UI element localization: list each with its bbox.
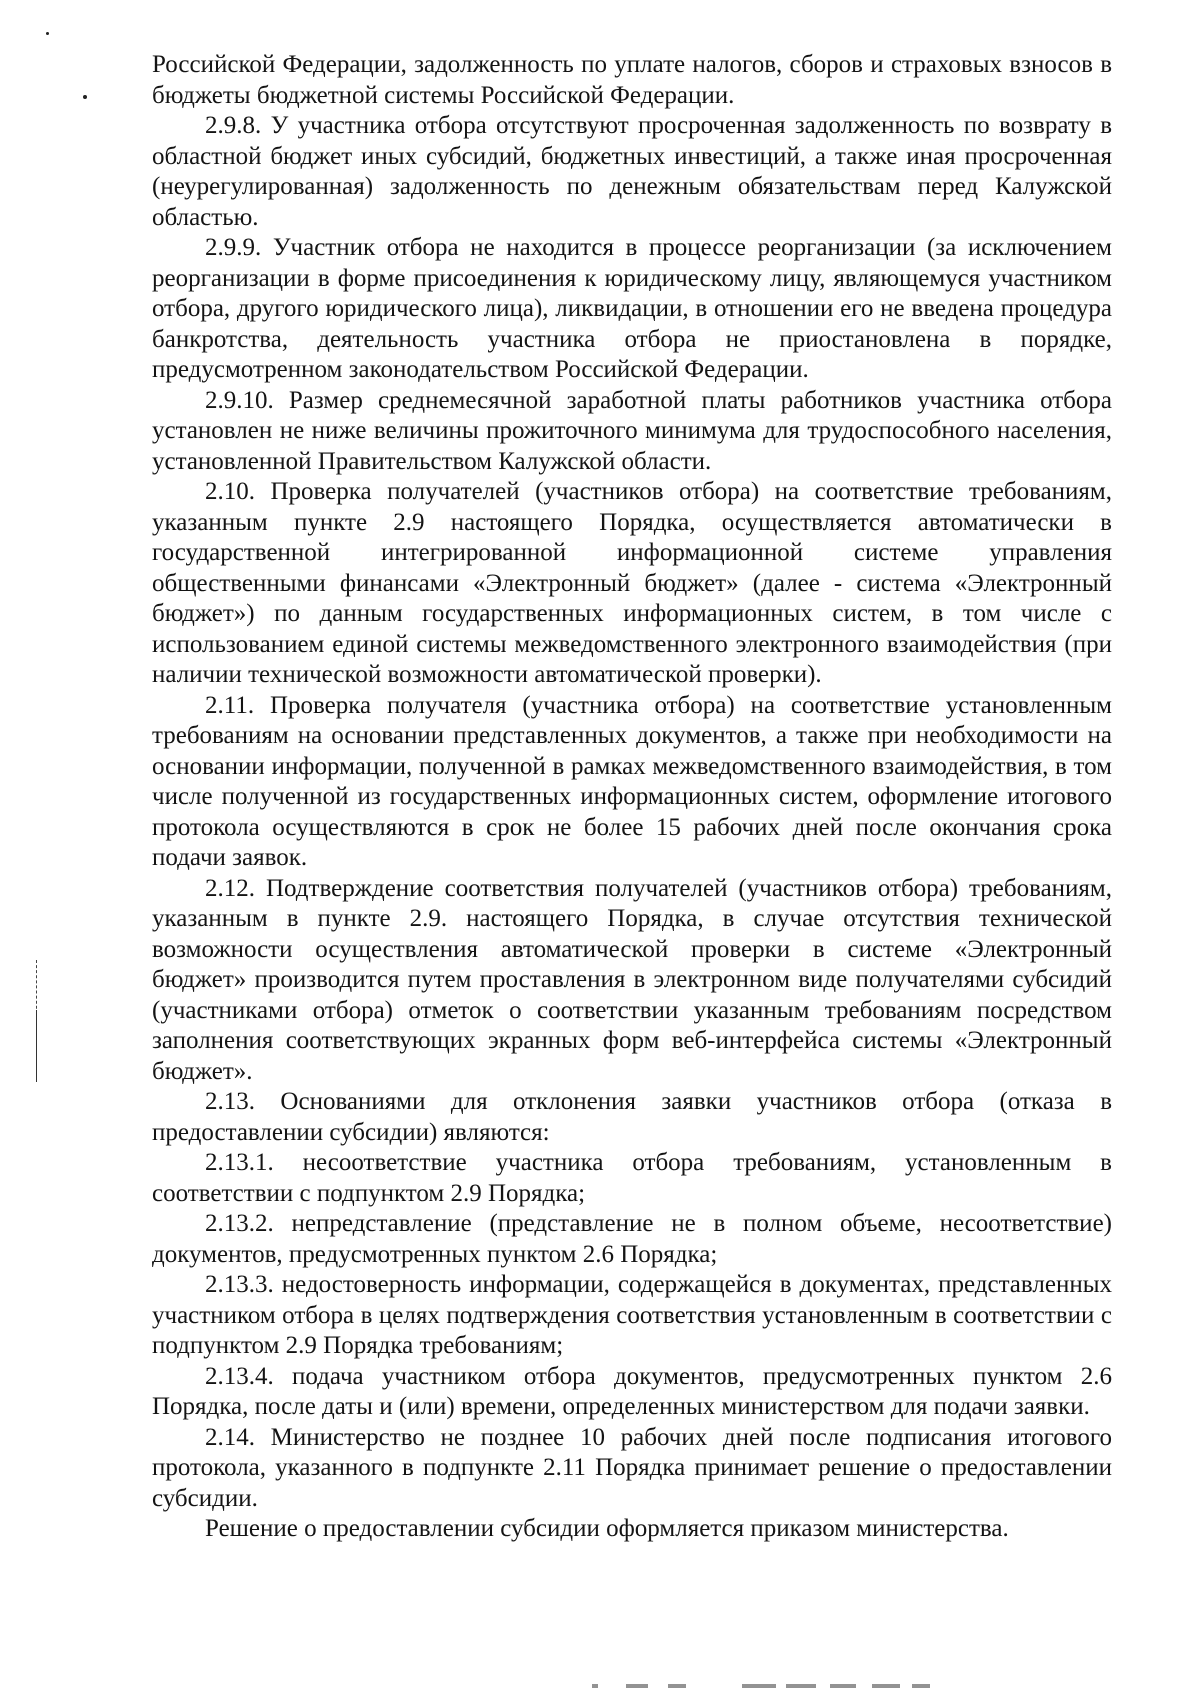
bleed-through-mark bbox=[592, 1684, 598, 1688]
binding-mark bbox=[36, 1010, 37, 1082]
paragraph-2-11: 2.11. Проверка получателя (участника отбора) на соответствие установленным требованиям на основании представленных документов, а также при необходимости на основании информации, полученной в рамках межведомственного взаимодействия, в том числе полученной из государственных информационных систем, оформление итогового протокола осуществляются в срок не более 15 рабочих дней после окончания срока подачи заявок. bbox=[152, 691, 1112, 871]
paragraph-2-12: 2.12. Подтверждение соответствия получателей (участников отбора) требованиям, указанным в пункте 2.9. настоящего Порядка, в случае отсутствия технической возможности осуществления автоматической проверки в системе «Электронный бюджет» производится путем проставления в электронном виде получателями субсидий (участниками отбора) отметок о соответствии указанным требованиям посредством заполнения соответствующих экранных форм веб-интерфейса системы «Электронный бюджет». bbox=[152, 874, 1112, 1085]
paragraph-2-9-9: 2.9.9. Участник отбора не находится в процессе реорганизации (за исключением реорганизации в форме присоединения к юридическому лицу, являющемуся участником отбора, другого юридического лица), ликвидации, в отношении его не введена процедура банкротства, деятельность участника отбора не приостановлена в порядке, предусмотренном законодательством Российской Федерации. bbox=[152, 234, 1112, 383]
paragraph-2-9-10: 2.9.10. Размер среднемесячной заработной платы работников участника отбора установлен не ниже величины прожиточного минимума для трудоспособного населения, установленной Правительством Калужской области. bbox=[152, 386, 1112, 475]
paragraph-decision: Решение о предоставлении субсидии оформляется приказом министерства. bbox=[205, 1515, 1009, 1542]
bleed-through-mark bbox=[912, 1684, 930, 1688]
bleed-through-mark bbox=[786, 1684, 816, 1688]
bleed-through-mark bbox=[742, 1684, 776, 1688]
paragraph-2-13-1: 2.13.1. несоответствие участника отбора требованиям, установленным в соответствии с подпунктом 2.9 Порядка; bbox=[152, 1149, 1112, 1207]
paragraph-2-13: 2.13. Основаниями для отклонения заявки участников отбора (отказа в предоставлении субсидии) являются: bbox=[152, 1088, 1112, 1146]
scan-speck bbox=[46, 32, 49, 35]
bleed-through-mark bbox=[830, 1684, 856, 1688]
paragraph-continuation: Российской Федерации, задолженность по уплате налогов, сборов и страховых взносов в бюджеты бюджетной системы Российской Федерации. bbox=[152, 51, 1112, 109]
paragraph-2-13-3: 2.13.3. недостоверность информации, содержащейся в документах, представленных участником отбора в целях подтверждения соответствия установленным в соответствии с подпунктом 2.9 Порядка требованиям; bbox=[152, 1271, 1112, 1359]
document-body bbox=[152, 50, 1112, 1545]
paragraph-2-13-4: 2.13.4. подача участником отбора документов, предусмотренных пунктом 2.6 Порядка, после даты и (или) времени, определенных министерством для подачи заявки. bbox=[152, 1362, 1112, 1420]
paragraph-2-14: 2.14. Министерство не позднее 10 рабочих дней после подписания итогового протокола, указанного в подпункте 2.11 Порядка принимает решение о предоставлении субсидии. bbox=[152, 1423, 1112, 1512]
paragraph-2-10: 2.10. Проверка получателей (участников отбора) на соответствие требованиям, указанным пункте 2.9 настоящего Порядка, осуществляется автоматически в государственной интегрированной информационной системе управления общественными финансами «Электронный бюджет» (далее - система «Электронный бюджет») по данным государственных информационных систем, в том числе с использованием единой системы межведомственного электронного взаимодействия (при наличии технической возможности автоматической проверки). bbox=[152, 478, 1112, 688]
paragraph-2-13-2: 2.13.2. непредставление (представление не в полном объеме, несоответствие) документов, предусмотренных пунктом 2.6 Порядка; bbox=[152, 1210, 1112, 1268]
paragraph-2-9-8: 2.9.8. У участника отбора отсутствуют просроченная задолженность по возврату в областной бюджет иных субсидий, бюджетных инвестиций, а также иная просроченная (неурегулированная) задолженность по денежным обязательствам перед Калужской областью. bbox=[152, 112, 1112, 231]
scan-speck bbox=[83, 95, 87, 99]
bleed-through-mark bbox=[626, 1684, 648, 1688]
bleed-through-mark bbox=[668, 1684, 686, 1688]
bleed-through-mark bbox=[872, 1684, 900, 1688]
